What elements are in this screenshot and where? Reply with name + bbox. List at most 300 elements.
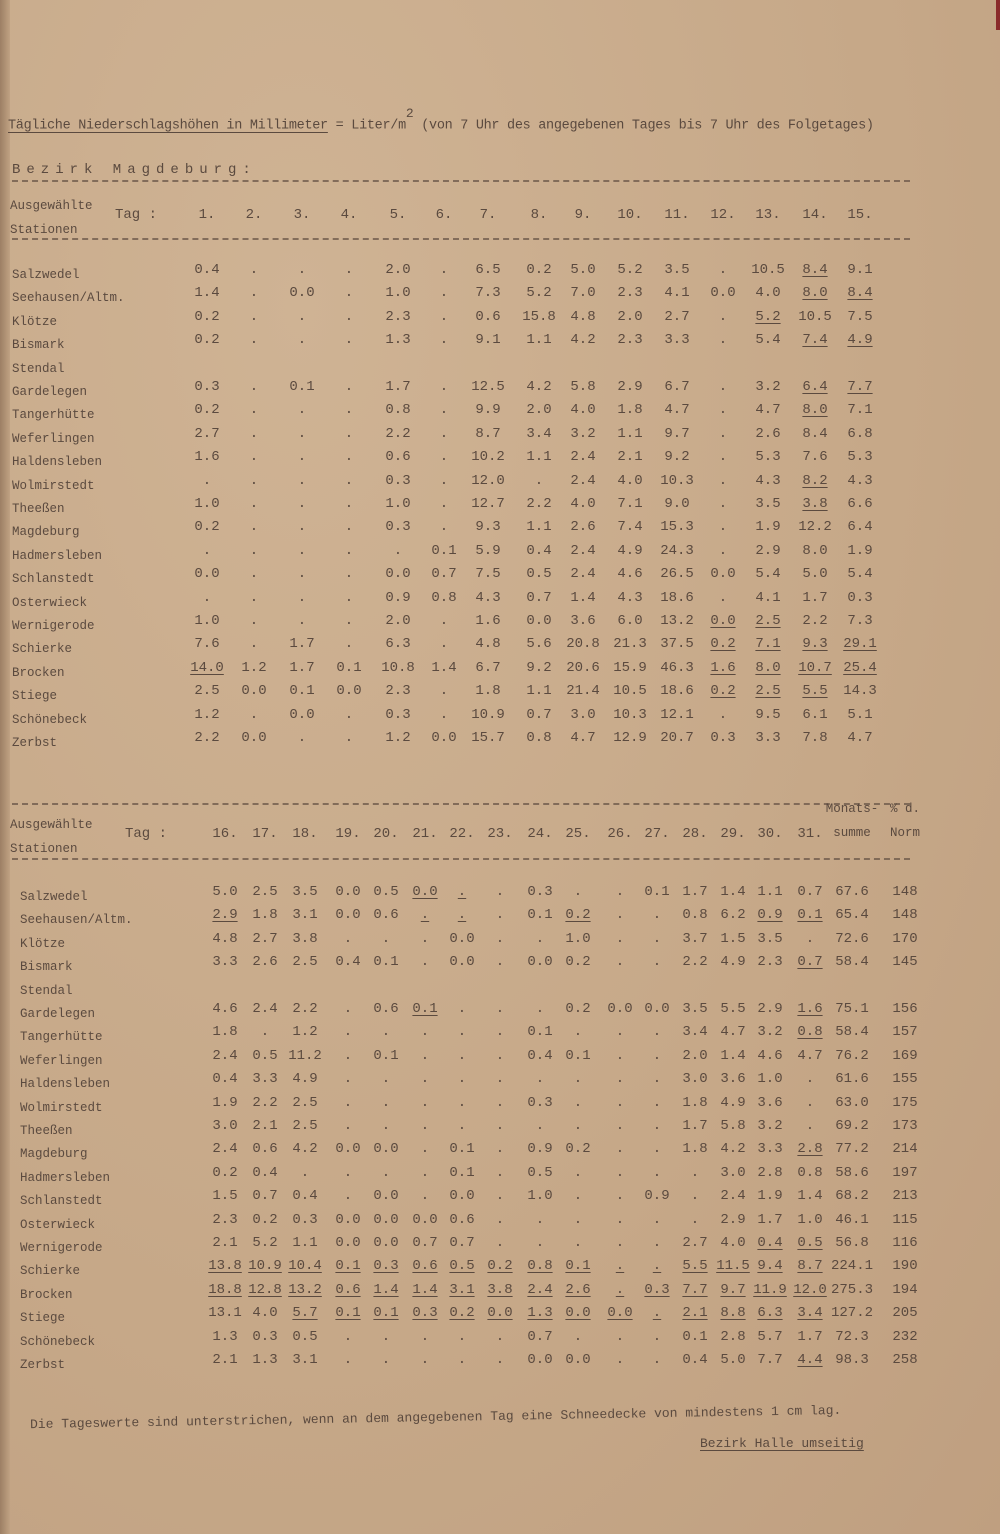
precip-value: 5.7 [757, 1328, 783, 1345]
document-title [8, 106, 874, 134]
precip-value: 1.3 [252, 1352, 278, 1368]
precip-value: 2.0 [617, 308, 643, 325]
precip-value: . [344, 519, 354, 536]
precip-value: . [573, 1071, 583, 1088]
precip-value: 26.5 [660, 566, 694, 583]
precip-value: 5.8 [570, 379, 596, 395]
precip-value: 5.6 [526, 636, 552, 653]
monthly-sum: 56.8 [835, 1235, 869, 1251]
footnote: Die Tageswerte sind unterstrichen, wenn an dem angegebenen Tag eine Schneedecke von mindestens 1 cm lag. [29, 1402, 842, 1433]
station-name: Hadmersleben [20, 1170, 111, 1185]
precip-value: . [652, 1211, 662, 1228]
precip-value: 8.4 [847, 285, 873, 302]
precip-value: 18.6 [660, 683, 694, 700]
precip-value: . [495, 1235, 505, 1251]
title-main: Tägliche Niederschlagshöhen in Millimeter [8, 118, 328, 134]
precip-value: 8.0 [802, 285, 828, 302]
precip-value: 9.1 [475, 332, 501, 349]
precip-value: . [381, 1118, 391, 1134]
percent-of-norm: 232 [892, 1328, 918, 1345]
precip-value: 9.4 [757, 1258, 783, 1275]
precip-value: 4.0 [755, 285, 781, 302]
precip-value: . [343, 1001, 353, 1017]
precip-value: 4.1 [755, 589, 781, 606]
precip-value: 0.3 [194, 379, 220, 395]
precip-value: 0.8 [682, 907, 708, 924]
day-header: 13. [755, 207, 781, 223]
precip-value: 4.2 [292, 1141, 318, 1158]
precip-value: . [718, 449, 728, 466]
precip-value: 7.5 [847, 308, 873, 325]
precip-value: . [439, 472, 449, 489]
precip-value: . [439, 683, 449, 700]
precip-value: 3.5 [664, 262, 690, 278]
precip-value: 4.1 [664, 285, 690, 302]
precip-value: 0.0 [565, 1352, 591, 1368]
precip-value: 5.3 [847, 449, 873, 466]
precip-value: 0.9 [644, 1188, 670, 1205]
precip-value: 0.0 [335, 1235, 361, 1251]
precip-value: 2.3 [385, 683, 411, 700]
precip-value: . [495, 907, 505, 924]
precip-value: 1.0 [194, 613, 220, 629]
precip-value: 6.7 [664, 379, 690, 395]
precip-value: 2.7 [664, 308, 690, 325]
precip-value: 4.8 [475, 636, 501, 653]
precip-value: 0.7 [527, 1328, 553, 1345]
precip-value: 0.2 [710, 636, 736, 653]
precip-value: . [420, 954, 430, 971]
precip-value: 2.0 [385, 262, 411, 278]
precip-value: 0.1 [449, 1164, 475, 1181]
precip-value: 0.1 [449, 1141, 475, 1158]
precip-value: 0.1 [335, 1305, 361, 1322]
station-name: Haldensleben [20, 1077, 111, 1092]
precip-value: 0.0 [565, 1305, 591, 1322]
precip-value: 8.0 [755, 659, 781, 676]
header-rule-top [12, 803, 910, 805]
precip-value: 0.0 [412, 1211, 438, 1228]
precip-value: 4.7 [720, 1024, 746, 1041]
precip-value: 9.3 [802, 636, 828, 653]
station-name: Klötze [12, 314, 58, 329]
precip-value: . [495, 1141, 505, 1158]
precip-value: 1.6 [475, 613, 501, 629]
day-header: 10. [617, 207, 643, 223]
precip-value: 7.4 [617, 519, 643, 536]
precip-value: 1.7 [682, 1118, 708, 1134]
precip-value: . [297, 332, 307, 349]
precip-value: 2.6 [252, 954, 278, 971]
precip-value: . [300, 1164, 310, 1181]
precip-value: 8.4 [802, 425, 828, 442]
precip-value: 2.2 [385, 425, 411, 442]
precip-value: 4.0 [570, 496, 596, 512]
precip-value: 0.0 [710, 566, 736, 583]
station-name: Bismark [20, 960, 73, 975]
precip-value: 0.1 [565, 1258, 591, 1275]
precip-value: 0.2 [565, 907, 591, 924]
precip-value: 0.4 [212, 1071, 238, 1088]
precip-value: 2.4 [252, 1001, 278, 1017]
monthly-sum: 72.6 [835, 930, 869, 947]
precip-value: . [615, 1047, 625, 1064]
precip-value: 3.8 [487, 1281, 513, 1298]
precip-value: 7.4 [802, 332, 828, 349]
precip-value: . [381, 1024, 391, 1041]
precip-value: . [495, 954, 505, 971]
precip-value: 4.2 [720, 1141, 746, 1158]
precip-value: 4.9 [847, 332, 873, 349]
precip-value: 0.0 [449, 930, 475, 947]
percent-of-norm: 190 [892, 1258, 918, 1275]
precip-value: 7.7 [847, 379, 873, 395]
precip-value: 0.2 [449, 1305, 475, 1322]
precip-value: 10.5 [798, 308, 832, 325]
precip-value: . [343, 1024, 353, 1041]
precip-value: 2.3 [617, 332, 643, 349]
precip-value: 2.1 [617, 449, 643, 466]
header-rule-bottom [12, 238, 910, 240]
precip-value: 3.7 [682, 930, 708, 947]
precip-value: 0.0 [335, 907, 361, 924]
precip-value: . [343, 1164, 353, 1181]
precip-value: 0.3 [847, 589, 873, 606]
precip-value: . [439, 519, 449, 536]
station-name: Salzwedel [20, 890, 88, 904]
precip-value: 2.2 [194, 730, 220, 746]
precip-value: 1.0 [194, 496, 220, 512]
precip-value: 10.4 [288, 1258, 322, 1275]
precip-value: . [297, 472, 307, 489]
precip-value: 0.0 [412, 884, 438, 900]
precip-value: . [805, 1118, 815, 1134]
column-label-sum-2: summe [833, 826, 871, 840]
precip-value: 0.3 [385, 472, 411, 489]
precip-value: 0.3 [644, 1281, 670, 1298]
station-name: Seehausen/Altm. [20, 913, 133, 928]
precip-value: 0.3 [385, 519, 411, 536]
precip-value: 0.1 [644, 884, 670, 900]
monthly-sum: 63.0 [835, 1094, 869, 1111]
precip-value: . [393, 542, 403, 559]
precip-value: 1.4 [720, 884, 746, 900]
precip-value: 3.2 [755, 379, 781, 395]
precip-value: 1.4 [373, 1281, 399, 1298]
day-header: 16. [212, 826, 238, 842]
station-name: Schlanstedt [12, 572, 95, 587]
precip-value: . [535, 1235, 545, 1251]
precip-value: . [420, 907, 430, 924]
precip-value: 1.3 [527, 1305, 553, 1322]
station-name: Brocken [20, 1287, 73, 1302]
precip-value: . [690, 1164, 700, 1181]
precip-value: 3.3 [212, 954, 238, 971]
day-header: 7. [479, 207, 497, 223]
station-name: Gardelegen [12, 385, 88, 399]
precip-value: . [652, 1235, 662, 1251]
precip-value: 0.7 [797, 954, 823, 971]
precip-value: 13.2 [660, 613, 694, 629]
page-edge [0, 0, 10, 1534]
day-header: 17. [252, 826, 278, 842]
precip-value: 2.4 [212, 1047, 238, 1064]
precip-value: . [381, 1094, 391, 1111]
precip-value: 0.2 [565, 1141, 591, 1158]
precip-value: . [535, 1211, 545, 1228]
precip-value: 0.0 [607, 1001, 633, 1017]
day-header: 27. [644, 826, 670, 842]
station-name: Theeßen [20, 1124, 73, 1138]
precip-value: 0.4 [527, 1047, 553, 1064]
monthly-sum: 224.1 [830, 1258, 874, 1275]
precip-value: 0.0 [335, 1141, 361, 1158]
precip-value: 1.1 [617, 425, 643, 442]
precip-value: . [249, 496, 259, 512]
precip-value: 0.7 [412, 1235, 438, 1251]
precip-value: 2.1 [212, 1352, 238, 1368]
precip-value: 1.7 [797, 1328, 823, 1345]
precip-value: . [652, 1047, 662, 1064]
precip-value: . [439, 613, 449, 629]
precip-value: 0.0 [710, 613, 736, 629]
percent-of-norm: 205 [892, 1305, 918, 1322]
precip-value: 0.1 [373, 954, 399, 971]
precip-value: 0.5 [373, 884, 399, 900]
precip-value: . [615, 907, 625, 924]
precip-value: 11.5 [716, 1258, 750, 1275]
precip-value: 3.4 [526, 425, 552, 442]
precip-value: . [718, 262, 728, 278]
precip-value: . [805, 930, 815, 947]
precip-value: 0.2 [487, 1258, 513, 1275]
precip-value: 8.7 [797, 1258, 823, 1275]
percent-of-norm: 155 [892, 1071, 918, 1088]
precip-value: 7.3 [847, 613, 873, 629]
precip-value: 0.4 [194, 262, 220, 278]
precip-value: 0.3 [710, 730, 736, 746]
precip-value: . [718, 425, 728, 442]
precip-value: . [439, 425, 449, 442]
precip-value: 3.5 [755, 496, 781, 512]
precip-value: 2.2 [682, 954, 708, 971]
precip-value: 4.7 [570, 730, 596, 746]
precip-value: 0.2 [194, 332, 220, 349]
precip-value: 0.1 [527, 907, 553, 924]
precip-value: 10.5 [751, 262, 785, 278]
precip-value: 1.1 [292, 1235, 318, 1251]
day-header: 18. [292, 826, 318, 842]
precip-value: . [344, 402, 354, 419]
precip-value: . [420, 1352, 430, 1368]
precip-value: 1.0 [527, 1188, 553, 1205]
precip-value: . [420, 930, 430, 947]
precip-value: 9.7 [664, 425, 690, 442]
station-name: Osterwieck [12, 595, 88, 610]
precip-value: 5.0 [570, 262, 596, 278]
precip-value: . [344, 379, 354, 395]
precip-value: 0.6 [412, 1258, 438, 1275]
precip-value: 3.6 [757, 1094, 783, 1111]
precip-value: 0.7 [526, 589, 552, 606]
precip-value: . [652, 1305, 662, 1322]
precip-value: 0.0 [527, 954, 553, 971]
precip-value: 0.1 [682, 1328, 708, 1345]
precip-value: . [495, 1118, 505, 1134]
precip-value: 2.3 [757, 954, 783, 971]
precip-value: 6.4 [847, 519, 873, 536]
precip-value: 0.2 [194, 308, 220, 325]
column-label-day: Tag : [125, 826, 168, 842]
station-name: Magdeburg [12, 525, 80, 540]
precip-value: 0.3 [292, 1211, 318, 1228]
precip-value: 1.1 [757, 884, 783, 900]
precip-value: 0.6 [335, 1281, 361, 1298]
percent-of-norm: 115 [892, 1211, 918, 1228]
precip-value: 1.3 [385, 332, 411, 349]
station-name: Klötze [20, 936, 66, 951]
precip-value: 0.3 [412, 1305, 438, 1322]
precip-value: . [420, 1094, 430, 1111]
monthly-sum: 58.4 [835, 1024, 869, 1041]
precip-value: . [297, 613, 307, 629]
precip-value: . [573, 1118, 583, 1134]
precip-value: 0.0 [241, 683, 267, 700]
precip-value: . [344, 542, 354, 559]
station-name: Bismark [12, 338, 65, 353]
precip-value: 15.3 [660, 519, 694, 536]
precip-value: 1.0 [385, 496, 411, 512]
precip-value: 4.7 [847, 730, 873, 746]
precip-value: . [420, 1118, 430, 1134]
precip-value: . [457, 1001, 467, 1017]
precip-value: . [615, 884, 625, 900]
precip-value: . [690, 1211, 700, 1228]
precip-value: 1.5 [212, 1188, 238, 1205]
precip-value: 1.4 [431, 659, 457, 676]
precip-value: . [420, 1047, 430, 1064]
precip-value: 2.0 [526, 402, 552, 419]
monthly-sum: 67.6 [835, 884, 869, 900]
percent-of-norm: 169 [892, 1047, 918, 1064]
day-header: 29. [720, 826, 746, 842]
percent-of-norm: 116 [892, 1235, 918, 1251]
title-sup: 2 [405, 106, 414, 121]
precip-value: . [718, 472, 728, 489]
precip-value: . [718, 496, 728, 512]
precip-value: 13.1 [208, 1305, 242, 1322]
monthly-sum: 68.2 [835, 1188, 869, 1205]
day-header: 9. [574, 207, 592, 223]
precip-value: 6.6 [847, 496, 873, 512]
precip-value: . [381, 1071, 391, 1088]
precip-value: 4.7 [664, 402, 690, 419]
precip-value: 4.0 [617, 472, 643, 489]
precip-value: 13.2 [288, 1281, 322, 1298]
precip-value: 9.3 [475, 519, 501, 536]
precip-value: 0.3 [527, 884, 553, 900]
precip-value: . [420, 1164, 430, 1181]
day-header: 28. [682, 826, 708, 842]
day-header: 2. [245, 207, 263, 223]
precip-value: . [495, 930, 505, 947]
precip-value: 0.4 [335, 954, 361, 971]
precip-value: 6.8 [847, 425, 873, 442]
precip-value: 7.0 [570, 285, 596, 302]
precip-value: 3.3 [755, 730, 781, 746]
precip-value: . [344, 472, 354, 489]
station-name: Wernigerode [20, 1241, 103, 1255]
precip-value: . [420, 1188, 430, 1205]
precip-value: 2.3 [212, 1211, 238, 1228]
column-label-sum: Monats- [825, 802, 879, 816]
precip-value: 2.2 [292, 1001, 318, 1017]
precip-value: 1.0 [797, 1211, 823, 1228]
precip-value: 0.7 [252, 1188, 278, 1205]
precip-value: 0.0 [487, 1305, 513, 1322]
percent-of-norm: 197 [892, 1164, 918, 1181]
precip-value: 7.8 [802, 730, 828, 746]
precip-value: 3.8 [802, 496, 828, 512]
precip-value: 1.5 [720, 930, 746, 947]
precip-value: . [495, 1188, 505, 1205]
precip-value: 7.3 [475, 285, 501, 302]
precip-value: . [297, 566, 307, 583]
precip-value: 4.9 [720, 1094, 746, 1111]
percent-of-norm: 194 [892, 1281, 918, 1298]
precip-value: 2.0 [385, 613, 411, 629]
precip-value: . [457, 907, 467, 924]
monthly-sum: 46.1 [835, 1211, 869, 1228]
precip-value: . [381, 930, 391, 947]
precip-value: 6.0 [617, 613, 643, 629]
precip-value: 1.7 [289, 636, 315, 653]
margin-mark [996, 0, 1000, 30]
precip-value: 1.9 [212, 1094, 238, 1111]
station-name: Gardelegen [20, 1007, 96, 1021]
precip-value: 7.6 [194, 636, 220, 653]
precip-value: 0.3 [252, 1328, 278, 1345]
precip-value: 8.7 [475, 425, 501, 442]
precip-value: 0.6 [475, 308, 501, 325]
precip-value: . [615, 1281, 625, 1298]
precip-value: . [573, 1094, 583, 1111]
precip-value: . [343, 1047, 353, 1064]
precip-value: . [202, 542, 212, 559]
precip-value: 3.0 [570, 706, 596, 723]
precip-value: . [573, 1164, 583, 1181]
column-label-stations: Ausgewählte [10, 818, 93, 832]
precip-value: 2.5 [292, 954, 318, 971]
precip-value: 4.6 [212, 1001, 238, 1017]
precip-value: . [343, 1118, 353, 1134]
precip-value: 6.5 [475, 262, 501, 278]
precip-value: . [615, 1071, 625, 1088]
precip-value: 1.8 [252, 907, 278, 924]
precip-value: 7.7 [682, 1281, 708, 1298]
precip-value: . [615, 930, 625, 947]
precip-value: 9.5 [755, 706, 781, 723]
precip-value: 0.5 [292, 1328, 318, 1345]
precip-value: 1.4 [570, 589, 596, 606]
precip-value: 1.4 [797, 1188, 823, 1205]
precip-value: 0.0 [194, 566, 220, 583]
precip-value: . [420, 1071, 430, 1088]
station-name: Schierke [12, 642, 73, 657]
precip-value: 11.9 [753, 1281, 787, 1298]
precip-value: . [249, 332, 259, 349]
precip-value: . [439, 285, 449, 302]
